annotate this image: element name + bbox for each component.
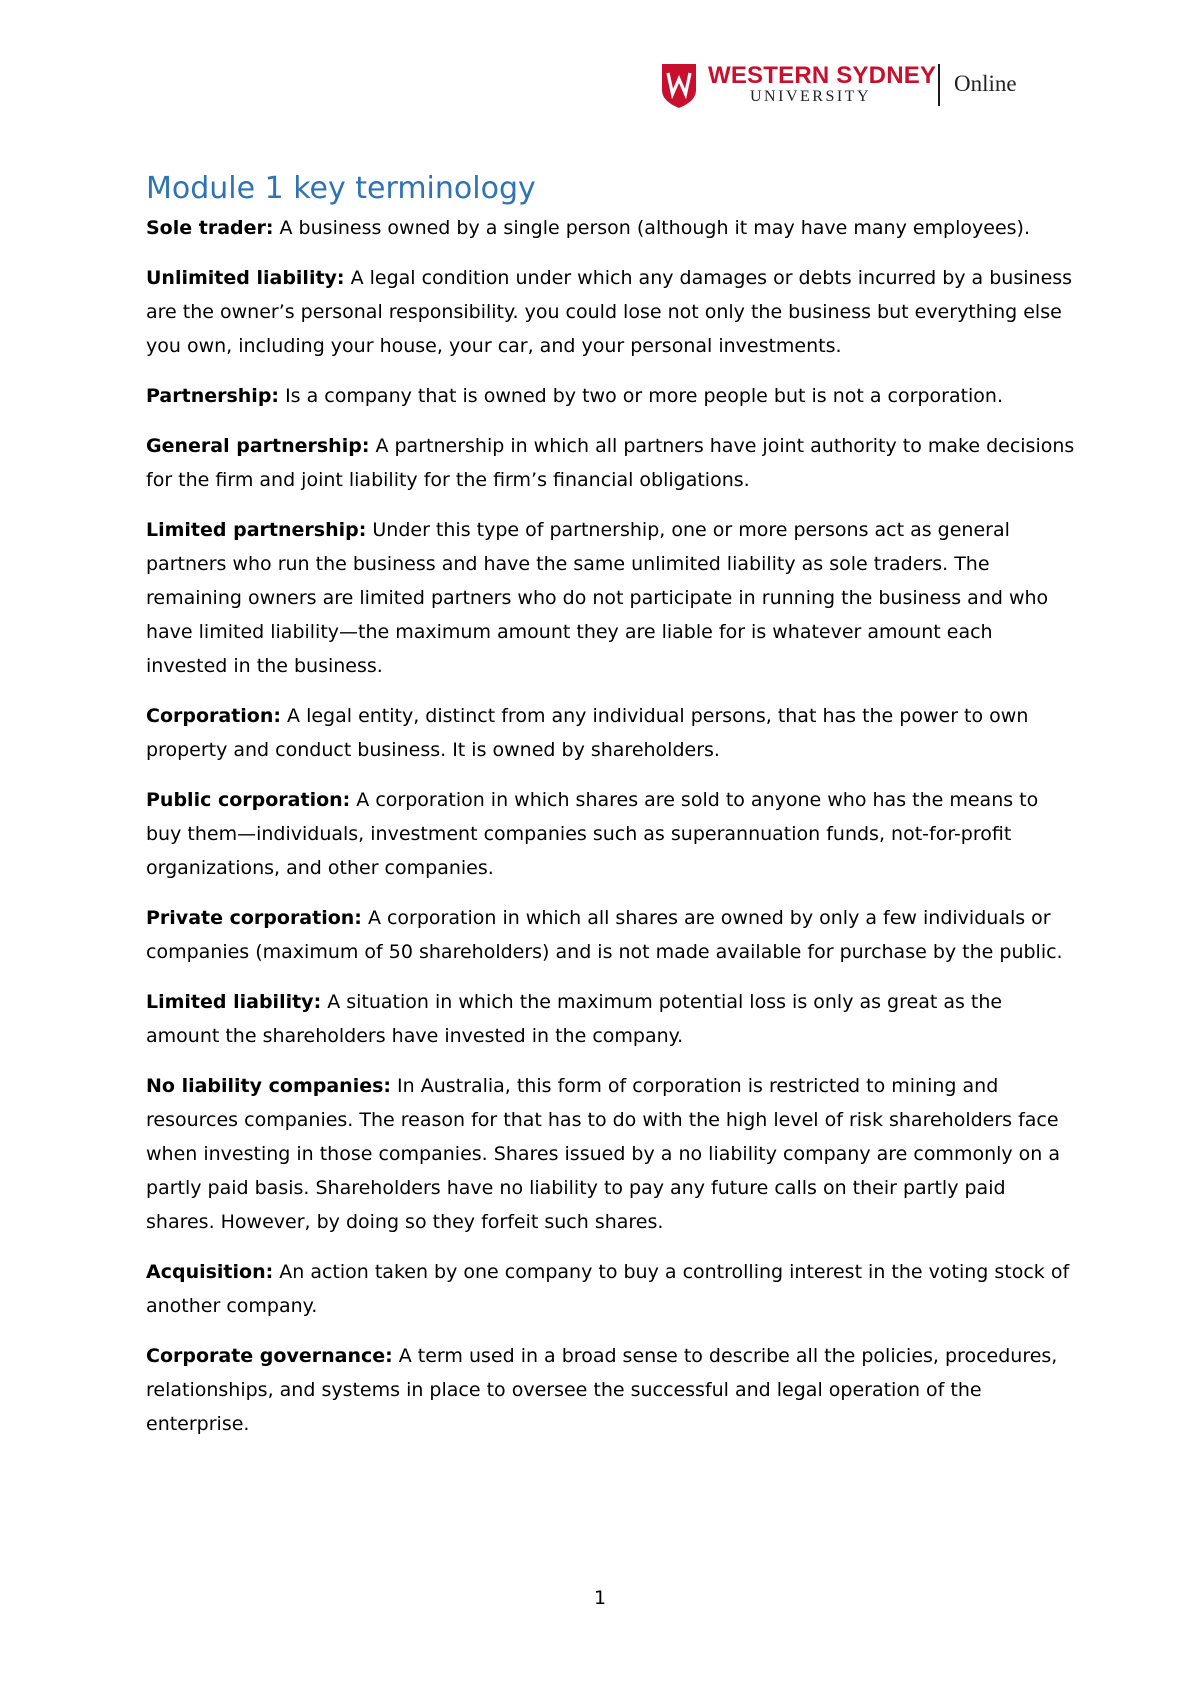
- logo-wordmark: WESTERN SYDNEY: [708, 62, 937, 89]
- term-definition: A corporation in which all shares are owned by only a few individuals or companies (maximum of 50 shareholders) and is not made available for purchase by the public.: [146, 907, 1063, 963]
- term-corporation: [146, 699, 1076, 767]
- term-label: Unlimited liability:: [146, 267, 345, 289]
- logo-subtitle: UNIVERSITY: [750, 88, 871, 105]
- logo-online-label: Online: [954, 71, 1017, 96]
- term-label: Private corporation:: [146, 907, 362, 929]
- term-definition: A situation in which the maximum potential loss is only as great as the amount the shareholders have invested in the company.: [146, 991, 1003, 1047]
- term-acquisition: [146, 1255, 1076, 1323]
- term-definition: A legal entity, distinct from any individual persons, that has the power to own property and conduct business. It is owned by shareholders.: [146, 705, 1029, 761]
- term-label: Acquisition:: [146, 1261, 274, 1283]
- term-definition: A corporation in which shares are sold to anyone who has the means to buy them—individuals, investment companies such as superannuation funds, not-for-profit organizations, and other companies.: [146, 789, 1039, 879]
- term-definition: A partnership in which all partners have joint authority to make decisions for the firm and joint liability for the firm’s financial obligations.: [146, 435, 1075, 491]
- term-label: Sole trader:: [146, 217, 274, 239]
- term-definition: Is a company that is owned by two or more people but is not a corporation.: [279, 385, 1004, 407]
- term-label: Partnership:: [146, 385, 280, 407]
- page-title: Module 1 key terminology: [146, 171, 536, 206]
- term-label: Corporate governance:: [146, 1345, 393, 1367]
- page-number: 1: [593, 1587, 607, 1609]
- term-partnership: [146, 379, 1076, 413]
- term-unlimited-liability: [146, 261, 1076, 363]
- term-definition: A legal condition under which any damages or debts incurred by a business are the owner’s personal responsibility. you could lose not only the business but everything else you own, including your house, your car, and your personal investments.: [146, 267, 1073, 357]
- logo-divider: [938, 64, 940, 106]
- term-limited-liability: [146, 985, 1076, 1053]
- term-definition: A term used in a broad sense to describe all the policies, procedures, relationships, and systems in place to oversee the successful and legal operation of the enterprise.: [146, 1345, 1058, 1435]
- term-no-liability-companies: [146, 1069, 1076, 1239]
- university-logo: [662, 62, 1032, 112]
- document-body: [146, 170, 1076, 1457]
- term-definition: Under this type of partnership, one or more persons act as general partners who run the business and have the same unlimited liability as sole traders. The remaining owners are limited partners who do not participate in running the business and who have limited liability—the maximum amount they are liable for is whatever amount each invested in the business.: [146, 519, 1049, 677]
- term-definition: In Australia, this form of corporation is restricted to mining and resources companies. The reason for that has to do with the high level of risk shareholders face when investing in those companies. Shares issued by a no liability company are commonly on a partly paid basis. Shareholders have no liability to pay any future calls on their partly paid shares. However, by doing so they forfeit such shares.: [146, 1075, 1061, 1233]
- term-label: General partnership:: [146, 435, 370, 457]
- term-label: Limited partnership:: [146, 519, 367, 541]
- term-label: Public corporation:: [146, 789, 351, 811]
- term-public-corporation: [146, 783, 1076, 885]
- term-limited-partnership: [146, 513, 1076, 683]
- term-private-corporation: [146, 901, 1076, 969]
- wsu-shield-icon: [662, 64, 696, 108]
- term-label: Limited liability:: [146, 991, 322, 1013]
- term-corporate-governance: [146, 1339, 1076, 1441]
- term-label: Corporation:: [146, 705, 281, 727]
- term-general-partnership: [146, 429, 1076, 497]
- term-definition: A business owned by a single person (although it may have many employees).: [273, 217, 1030, 239]
- term-sole-trader: [146, 211, 1076, 245]
- term-definition: An action taken by one company to buy a controlling interest in the voting stock of another company.: [146, 1261, 1070, 1317]
- term-label: No liability companies:: [146, 1075, 392, 1097]
